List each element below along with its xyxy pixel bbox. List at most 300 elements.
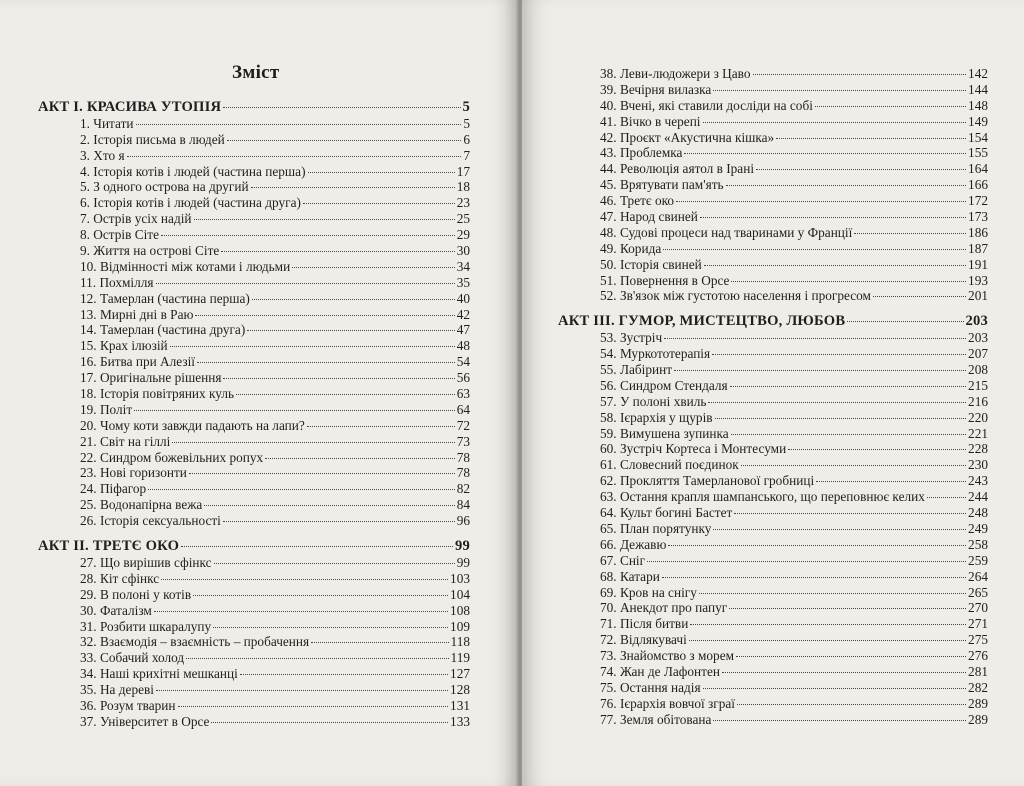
toc-dot-leader [756,160,966,170]
toc-entry-label: 3. Хто я [80,147,125,163]
toc-entry-label: 1. Читати [80,115,134,131]
toc-entry [38,275,470,291]
toc-entry-label: 64. Культ богині Бастет [600,505,733,521]
toc-entry [558,177,988,193]
toc-page-number: 17 [456,163,470,179]
toc-entry [558,537,988,553]
toc-dot-leader [737,695,966,705]
toc-entry [38,259,470,275]
toc-entry [558,441,988,457]
toc-entry-label: 70. Анекдот про папуг [600,600,728,616]
toc-entry [558,209,988,225]
toc-entry [558,288,988,304]
toc-page-number: 99 [455,538,470,555]
toc-entry [38,402,470,418]
toc-page-number: 186 [968,224,988,240]
toc-entry [38,634,470,650]
toc-entry [38,243,470,259]
toc-page-number: 265 [968,584,988,600]
toc-entry-label: 36. Розум тварин [80,697,176,713]
toc-entry-label: 58. Ієрархія у щурів [600,409,713,425]
toc-entry-label: 28. Кіт сфінкс [80,570,160,586]
toc-page-number: 84 [456,497,470,513]
toc-page-number: 104 [450,586,470,602]
toc-dot-leader [730,377,966,387]
toc-dot-leader [307,417,455,427]
toc-entry [38,571,470,587]
toc-page-number: 78 [456,465,470,481]
toc-entry-label: 38. Леви-людожери з Цаво [600,66,751,81]
toc-dot-leader [308,163,455,173]
toc-page-number: 275 [968,632,988,648]
toc-entry-label: 53. Зустріч [600,330,663,346]
toc-entry-label: 39. Вечірня вилазка [600,81,712,97]
toc-entry [38,132,470,148]
toc-page-number: 6 [463,131,470,147]
toc-page-number: 48 [456,338,470,354]
toc-entry-label: 31. Розбити шкаралупу [80,618,212,634]
toc-dot-leader [223,512,455,522]
toc-entry [38,116,470,132]
toc-entry [558,600,988,616]
toc-page-number: 127 [450,666,470,682]
toc-entry [558,664,988,680]
toc-entry [38,682,470,698]
toc-dot-leader [662,568,966,578]
toc-page-number: 249 [968,520,988,536]
toc-entry-label: АКТ ІІІ. ГУМОР, МИСТЕЦТВО, ЛЮБОВ [558,313,846,330]
toc-entry-label: 29. В полоні у котів [80,586,192,602]
toc-dot-leader [703,113,967,123]
toc-page-number: 54 [456,354,470,370]
toc-dot-leader [715,409,967,419]
toc-entry [558,330,988,346]
toc-entry [38,322,470,338]
toc-dot-leader [181,537,453,547]
toc-dot-leader [189,464,455,474]
toc-dot-leader [753,65,967,75]
toc-dot-leader [170,337,455,347]
toc-dot-leader [247,321,454,331]
toc-entry-label: 24. Піфагор [80,481,147,497]
toc-entry [38,227,470,243]
toc-entry [558,696,988,712]
toc-page-number: 208 [968,362,988,378]
toc-entry [38,370,470,386]
toc-entry-label: 6. Історія котів і людей (частина друга) [80,195,301,211]
toc-entry-label: 13. Мирні дні в Раю [80,306,194,322]
toc-entry [558,145,988,161]
toc-page-number: 281 [968,663,988,679]
toc-entry-label: 11. Похмілля [80,274,154,290]
toc-page-number: 191 [968,256,988,272]
toc-page-number: 131 [450,697,470,713]
toc-dot-leader [729,599,966,609]
toc-entry [38,434,470,450]
toc-page-number: 276 [968,648,988,664]
toc-entry-label: 52. Зв'язок між густотою населення і прогресом [600,288,871,304]
toc-entry [38,291,470,307]
toc-dot-leader [204,496,454,506]
toc-page-number: 133 [450,713,470,729]
toc-entry [38,714,470,730]
toc-page-number: 118 [450,634,470,650]
toc-page-number: 203 [965,313,988,330]
toc-page-number: 215 [968,377,988,393]
right-toc-list [558,66,988,728]
toc-dot-leader [236,385,455,395]
toc-entry-label: 57. У полоні хвиль [600,393,707,409]
toc-dot-leader [252,290,455,300]
toc-page-number: 72 [456,417,470,433]
toc-entry-label: 67. Сніг [600,552,646,568]
toc-entry [558,521,988,537]
toc-dot-leader [854,224,966,234]
toc-entry [38,465,470,481]
toc-entry-label: 44. Революція аятол в Ірані [600,161,755,177]
toc-page-number: 166 [968,177,988,193]
toc-page-number: 187 [968,240,988,256]
toc-entry-label: 69. Кров на снігу [600,584,697,600]
toc-entry-label: 75. Остання надія [600,679,701,695]
toc-dot-leader [734,504,966,514]
toc-entry-label: 50. Історія свиней [600,256,702,272]
toc-page-number: 193 [968,272,988,288]
toc-dot-leader [663,240,966,250]
toc-entry-label: 23. Нові горизонти [80,465,187,481]
toc-entry-label: 40. Вчені, які ставили досліди на собі [600,97,813,113]
left-toc-list [38,100,470,730]
toc-dot-leader [197,353,455,363]
toc-page-number: 259 [968,552,988,568]
toc-entry [558,473,988,489]
toc-page-number: 108 [450,602,470,618]
toc-dot-leader [195,306,454,316]
toc-entry-label: 61. Словесний поєдинок [600,457,739,473]
toc-page-number: 282 [968,679,988,695]
toc-page-number: 56 [456,370,470,386]
toc-page-number: 148 [968,97,988,113]
toc-page-number: 270 [968,600,988,616]
toc-page-number: 128 [450,682,470,698]
toc-dot-leader [223,98,460,108]
toc-dot-leader [674,361,966,371]
toc-entry-label: 5. З одного острова на другий [80,179,249,195]
toc-entry-label: 45. Врятувати пам'ять [600,177,724,193]
toc-entry-label: 77. Земля обітована [600,711,712,727]
toc-entry [38,307,470,323]
toc-dot-leader [713,520,966,530]
toc-dot-leader [690,615,966,625]
toc-dot-leader [172,433,454,443]
toc-entry [558,632,988,648]
toc-dot-leader [736,647,966,657]
toc-entry-label: 59. Вимушена зупинка [600,425,729,441]
toc-entry [38,386,470,402]
toc-dot-leader [684,144,966,154]
page-title: Зміст [232,62,280,83]
toc-dot-leader [265,449,455,459]
toc-page-number: 23 [456,195,470,211]
toc-page-number: 119 [450,650,470,666]
toc-act-heading [558,314,988,330]
toc-entry [38,497,470,513]
toc-entry-label: 7. Острів усіх надій [80,211,192,227]
toc-page-number: 5 [463,115,470,131]
toc-dot-leader [127,147,462,157]
toc-entry [558,362,988,378]
toc-page-number: 144 [968,81,988,97]
toc-entry [558,426,988,442]
toc-page-number: 155 [968,145,988,161]
toc-dot-leader [214,554,455,564]
toc-dot-leader [251,178,455,188]
toc-page-number: 34 [456,258,470,274]
toc-entry [558,394,988,410]
toc-dot-leader [708,393,966,403]
toc-entry-label: 63. Остання крапля шампанського, що переповнює келих [600,489,925,505]
toc-entry-label: 51. Повернення в Орсе [600,272,730,288]
toc-dot-leader [815,97,966,107]
toc-entry-label: 73. Знайомство з морем [600,648,735,664]
toc-entry-label: 35. На дереві [80,682,154,698]
toc-dot-leader [156,681,448,691]
toc-dot-leader [703,679,966,689]
toc-page-number: 40 [456,290,470,306]
toc-dot-leader [193,586,448,596]
toc-dot-leader [136,115,462,125]
toc-entry-label: 14. Тамерлан (частина друга) [80,322,246,338]
toc-entry [38,481,470,497]
toc-dot-leader [722,663,966,673]
toc-entry [558,457,988,473]
toc-entry-label: 8. Острів Сіте [80,227,159,243]
toc-dot-leader [700,208,966,218]
toc-entry-label: 2. Історія письма в людей [80,131,225,147]
toc-page-number: 96 [456,513,470,529]
toc-entry-label: 26. Історія сексуальності [80,513,221,529]
toc-entry-label: 10. Відмінності між котами і людьми [80,258,291,274]
toc-page-number: 289 [968,695,988,711]
toc-dot-leader [713,81,966,91]
toc-page-number: 216 [968,393,988,409]
toc-page-number: 149 [968,113,988,129]
toc-entry-label: 71. Після битви [600,616,689,632]
toc-entry [38,450,470,466]
toc-dot-leader [699,584,966,594]
toc-entry [558,82,988,98]
toc-entry-label: 72. Відлякувачі [600,632,687,648]
toc-page-number: 228 [968,441,988,457]
toc-entry [558,648,988,664]
toc-dot-leader [154,602,448,612]
toc-page-number: 109 [450,618,470,634]
toc-page-number: 103 [450,570,470,586]
toc-entry [558,346,988,362]
toc-page-number: 271 [968,616,988,632]
toc-entry [558,241,988,257]
toc-entry-label: 42. Проєкт «Акустична кішка» [600,129,775,145]
toc-page-number: 289 [968,711,988,727]
toc-entry-label: 54. Муркототерапія [600,346,711,362]
toc-entry-label: 76. Ієрархія вовчої зграї [600,695,735,711]
toc-entry [38,338,470,354]
toc-entry [38,666,470,682]
toc-entry [558,193,988,209]
toc-page-number: 264 [968,568,988,584]
toc-dot-leader [178,697,449,707]
toc-dot-leader [873,287,966,297]
toc-entry [558,489,988,505]
toc-entry-label: 15. Крах ілюзій [80,338,168,354]
toc-entry-label: 34. Наші крихітні мешканці [80,666,238,682]
toc-dot-leader [292,258,454,268]
toc-entry-label: 20. Чому коти завжди падають на лапи? [80,417,305,433]
toc-page-number: 63 [456,386,470,402]
toc-page-number: 164 [968,161,988,177]
toc-dot-leader [731,425,966,435]
toc-entry [558,130,988,146]
toc-page-number: 203 [968,330,988,346]
toc-page-number: 207 [968,346,988,362]
toc-entry [38,587,470,603]
toc-dot-leader [664,329,966,339]
toc-dot-leader [816,472,966,482]
toc-dot-leader [161,570,448,580]
toc-dot-leader [788,440,966,450]
toc-page-number: 5 [462,99,470,115]
toc-entry [558,161,988,177]
toc-entry [38,603,470,619]
toc-entry [558,553,988,569]
toc-entry [558,114,988,130]
toc-page-number: 230 [968,457,988,473]
toc-entry-label: 68. Катари [600,568,660,584]
toc-page-number: 82 [456,481,470,497]
toc-entry-label: 49. Корида [600,240,662,256]
toc-entry-label: 48. Судові процеси над тваринами у Франції [600,224,853,240]
toc-dot-leader [647,552,966,562]
toc-dot-leader [712,345,966,355]
toc-page-number: 29 [456,227,470,243]
toc-page-number: 248 [968,505,988,521]
toc-entry-label: 66. Дежавю [600,536,667,552]
toc-entry-label: 47. Народ свиней [600,209,698,225]
toc-entry-label: 46. Третє око [600,193,675,209]
toc-page-number: 35 [456,274,470,290]
toc-page-number: 201 [968,288,988,304]
toc-entry [558,410,988,426]
toc-entry-label: 17. Оригінальне рішення [80,370,222,386]
toc-entry [38,164,470,180]
toc-entry-label: 9. Життя на острові Сіте [80,243,220,259]
toc-dot-leader [303,194,455,204]
toc-entry-label: 43. Проблемка [600,145,683,161]
toc-page-number: 221 [968,425,988,441]
toc-entry-label: 18. Історія повітряних куль [80,386,235,402]
toc-entry [558,505,988,521]
toc-entry [38,354,470,370]
toc-dot-leader [741,456,966,466]
toc-dot-leader [240,665,448,675]
toc-entry-label: 56. Синдром Стендаля [600,377,728,393]
toc-entry [558,273,988,289]
toc-entry-label: 27. Що вирішив сфінкс [80,554,212,570]
toc-page-number: 47 [456,322,470,338]
toc-entry [558,616,988,632]
toc-entry [558,225,988,241]
toc-entry [558,66,988,82]
toc-dot-leader [713,711,966,721]
toc-entry-label: 21. Світ на гіллі [80,433,171,449]
toc-entry [38,211,470,227]
toc-entry-label: 37. Університет в Орсе [80,713,210,729]
toc-entry-label: 25. Водонапірна вежа [80,497,203,513]
toc-dot-leader [676,192,966,202]
toc-entry-label: 19. Політ [80,401,133,417]
toc-page-number: 42 [456,306,470,322]
toc-entry [38,513,470,529]
toc-entry [38,179,470,195]
toc-dot-leader [186,649,448,659]
toc-entry-label: 4. Історія котів і людей (частина перша) [80,163,306,179]
toc-page-number: 243 [968,473,988,489]
toc-dot-leader [927,488,966,498]
toc-entry [38,698,470,714]
toc-page-number: 78 [456,449,470,465]
toc-entry [558,98,988,114]
toc-entry [38,555,470,571]
toc-entry-label: 62. Прокляття Тамерланової гробниці [600,473,815,489]
toc-dot-leader [227,131,462,141]
toc-page-number: 172 [968,193,988,209]
toc-entry [38,418,470,434]
toc-dot-leader [311,633,448,643]
toc-entry-label: 16. Битва при Алезії [80,354,195,370]
toc-page-number: 99 [456,554,470,570]
toc-dot-leader [776,129,966,139]
toc-entry [558,680,988,696]
toc-page-number: 7 [463,147,470,163]
toc-entry-label: 12. Тамерлан (частина перша) [80,290,250,306]
toc-entry-label: АКТ І. КРАСИВА УТОПІЯ [38,99,222,115]
toc-dot-leader [211,713,448,723]
toc-page-number: 30 [456,243,470,259]
toc-page-number: 244 [968,489,988,505]
toc-dot-leader [156,274,455,284]
toc-dot-leader [148,480,455,490]
toc-page-number: 220 [968,409,988,425]
toc-entry-label: 41. Вічко в черепі [600,113,701,129]
toc-dot-leader [731,272,966,282]
toc-entry-label: 33. Собачий холод [80,650,185,666]
toc-entry [558,585,988,601]
toc-page-number: 142 [968,66,988,81]
toc-entry-label: 60. Зустріч Кортеса і Монтесуми [600,441,787,457]
toc-entry [38,650,470,666]
toc-act-heading [38,100,470,116]
toc-dot-leader [847,312,963,322]
toc-page-number: 64 [456,401,470,417]
toc-entry [38,195,470,211]
toc-entry-label: 55. Лабіринт [600,362,673,378]
toc-entry [558,257,988,273]
toc-entry [558,712,988,728]
toc-page-number: 73 [456,433,470,449]
toc-entry-label: 22. Синдром божевільних ропух [80,449,264,465]
toc-entry [38,619,470,635]
toc-page-number: 258 [968,536,988,552]
